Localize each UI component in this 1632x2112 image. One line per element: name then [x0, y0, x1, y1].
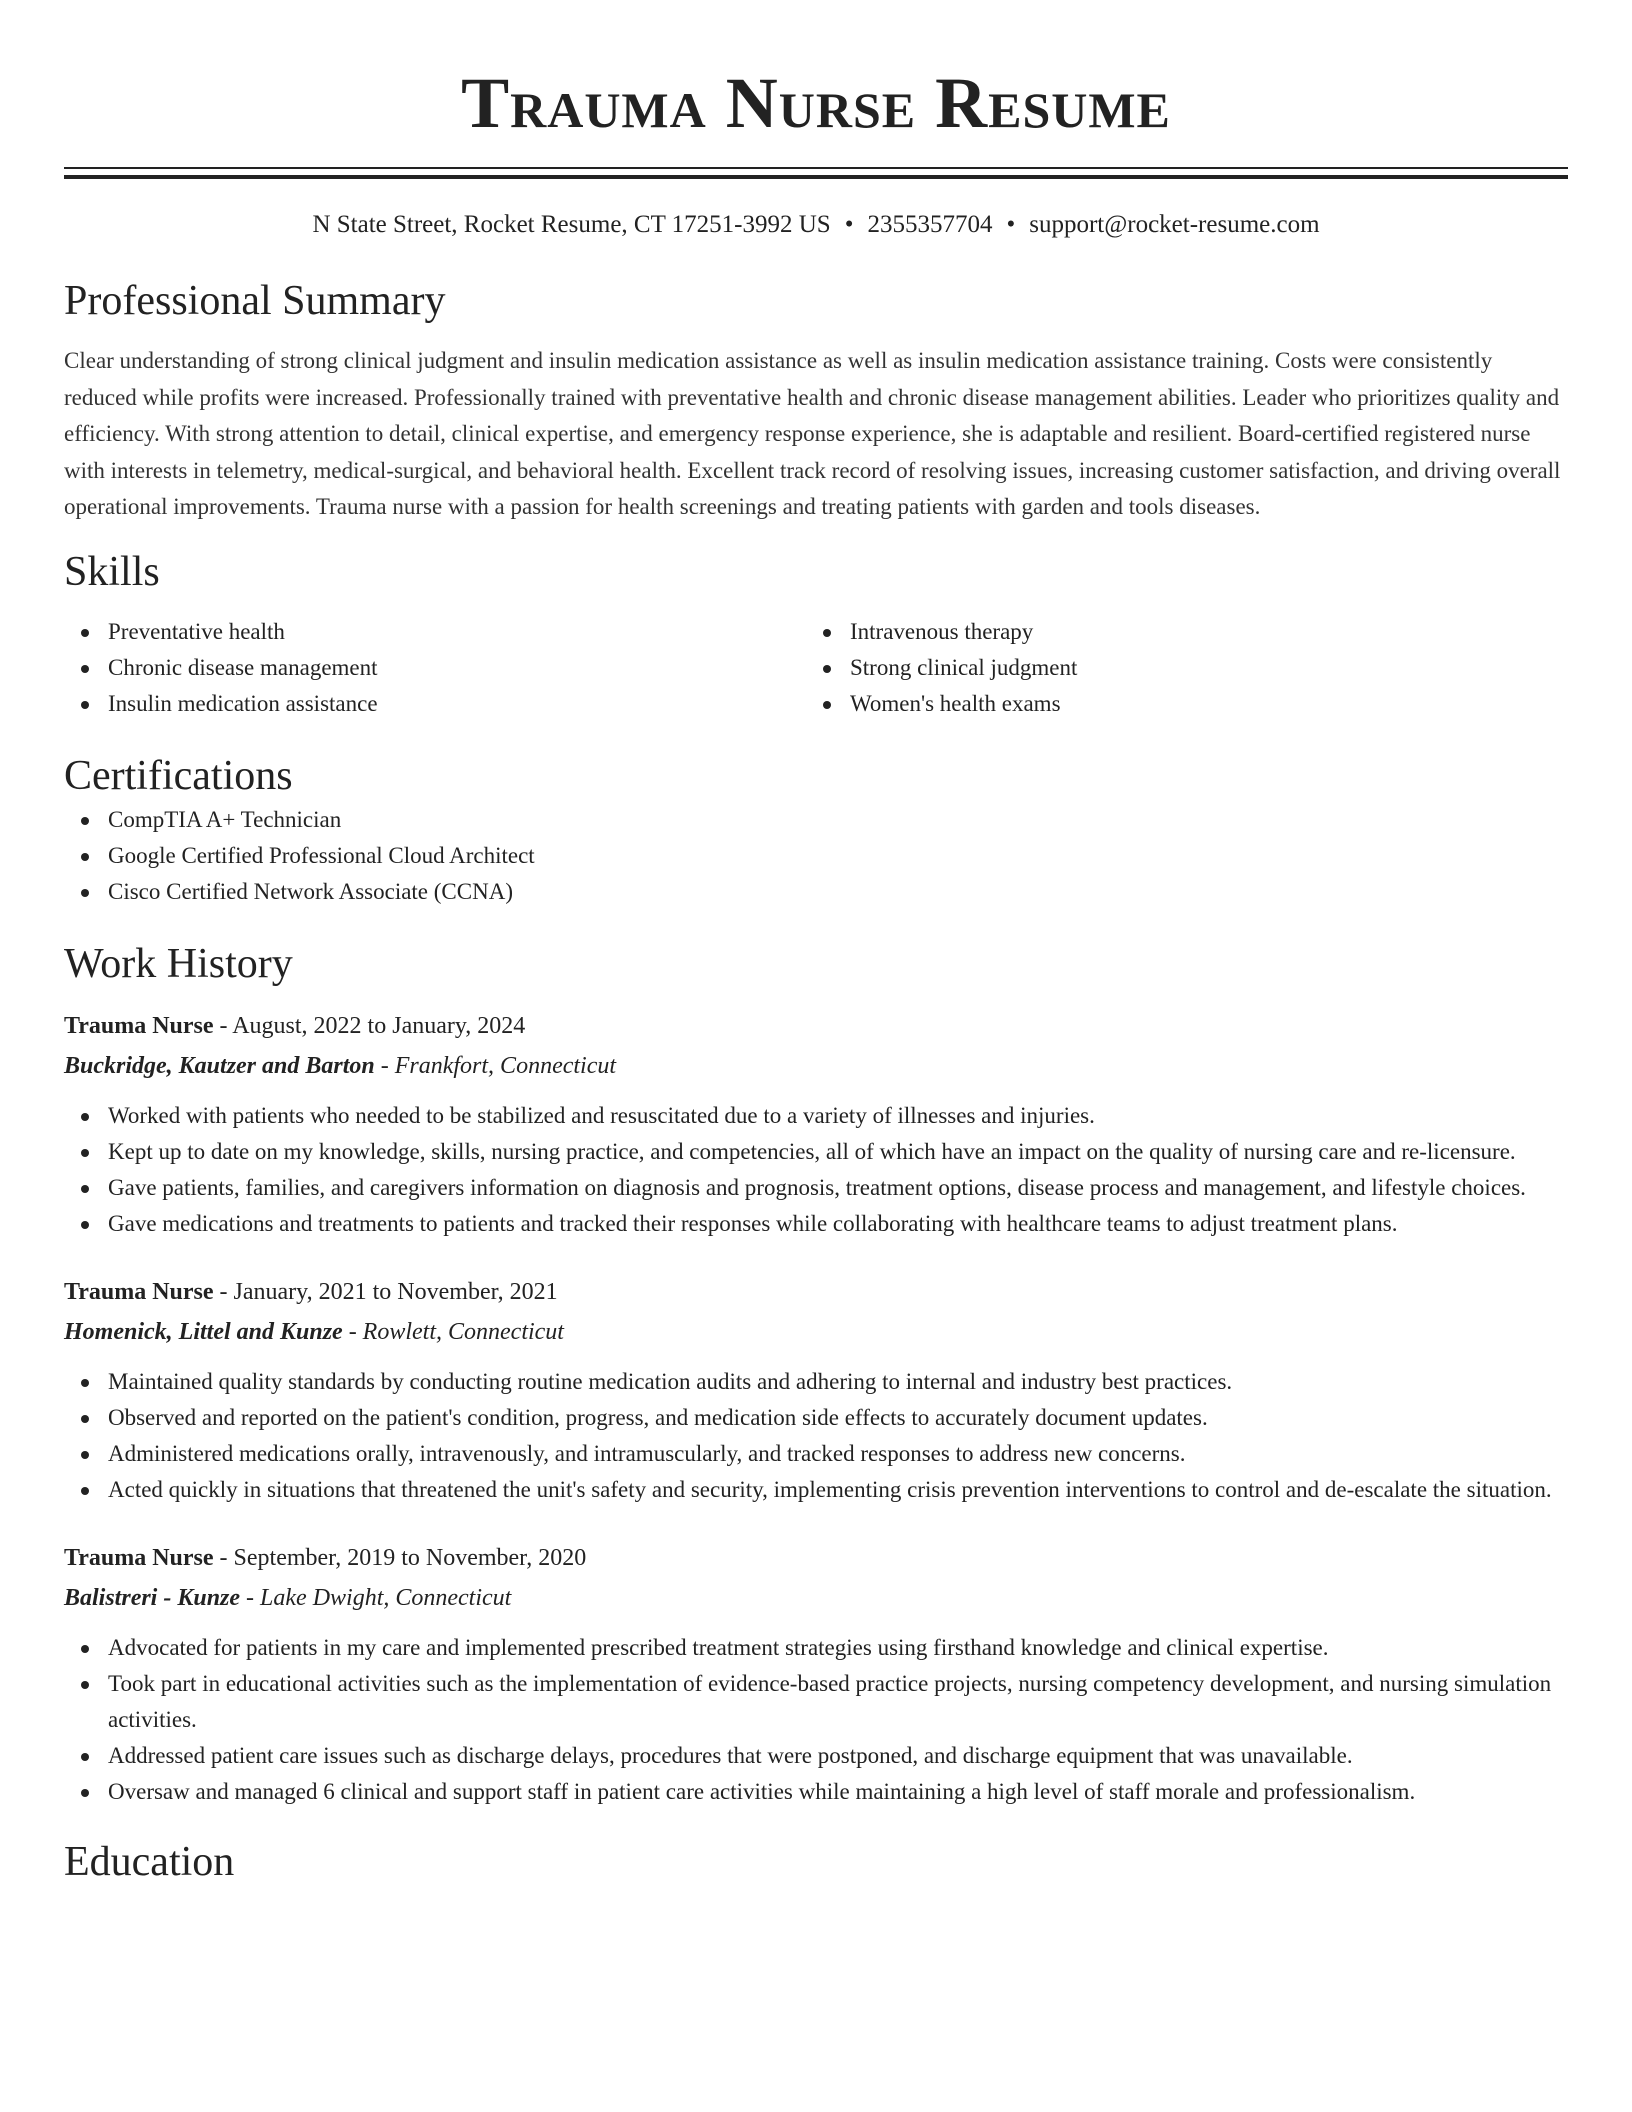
certifications-list [64, 802, 1568, 910]
work-history-section [64, 938, 1568, 1810]
job-bullet: Observed and reported on the patient's condition, progress, and medication side effects to accurately document updates. [64, 1400, 1568, 1436]
contact-address: N State Street, Rocket Resume, CT 17251-3992 US [312, 211, 831, 238]
title-rule-thin [64, 167, 1568, 169]
skills-right-list [806, 614, 1548, 722]
certification-item: Google Certified Professional Cloud Architect [64, 838, 1568, 874]
title-rule-thick [64, 175, 1568, 179]
skills-left-list [64, 614, 806, 722]
job-bullets [64, 1630, 1568, 1810]
skills-heading: Skills [64, 548, 160, 595]
job-dates: - January, 2021 to November, 2021 [213, 1278, 558, 1305]
summary-section [64, 275, 1568, 526]
job-location: - Rowlett, Connecticut [342, 1318, 564, 1345]
job-entry [64, 1538, 1568, 1810]
job-title: Trauma Nurse [64, 1278, 214, 1305]
contact-email[interactable]: support@rocket-resume.com [1029, 211, 1320, 238]
job-company: Balistreri - Kunze [64, 1584, 241, 1611]
skills-columns [64, 614, 1568, 722]
certification-item: Cisco Certified Network Associate (CCNA) [64, 874, 1568, 910]
job-company: Homenick, Littel and Kunze [64, 1318, 343, 1345]
resume-title: Trauma Nurse Resume [461, 63, 1171, 143]
job-bullet: Administered medications orally, intravenously, and intramuscularly, and tracked responses to address new concerns. [64, 1436, 1568, 1472]
job-bullet: Gave medications and treatments to patients and tracked their responses while collaborating with healthcare teams to adjust treatment plans. [64, 1206, 1568, 1242]
job-entry [64, 1006, 1568, 1242]
skills-right-column [806, 614, 1548, 722]
education-section [64, 1836, 1568, 1888]
skill-item: Preventative health [64, 614, 806, 650]
contact-separator: • [1006, 211, 1016, 238]
job-entry [64, 1272, 1568, 1508]
job-title-line [64, 1272, 1568, 1312]
certifications-section [64, 750, 1568, 910]
skills-left-column [64, 614, 806, 722]
contact-line [64, 209, 1568, 241]
job-bullet: Advocated for patients in my care and implemented prescribed treatment strategies using firsthand knowledge and clinical expertise. [64, 1630, 1568, 1666]
skill-item: Strong clinical judgment [806, 650, 1548, 686]
job-bullets [64, 1098, 1568, 1242]
job-dates: - August, 2022 to January, 2024 [213, 1012, 526, 1039]
job-title-line [64, 1006, 1568, 1046]
summary-text: Clear understanding of strong clinical judgment and insulin medication assistance as well as insulin medication assistance training. Costs were consistently reduced while profits were increased. Professionally trained with preventative health and chronic disease management abilities. Leader who prioritizes quality and efficiency. With strong attention to detail, clinical expertise, and emergency response experience, she is adaptable and resilient. Board-certified registered nurse with interests in telemetry, medical-surgical, and behavioral health. Excellent track record of resolving issues, increasing customer satisfaction, and driving overall operational improvements. Trauma nurse with a passion for health screenings and treating patients with garden and tools diseases. [64, 348, 1561, 519]
summary-heading: Professional Summary [64, 278, 446, 324]
job-title-line [64, 1538, 1568, 1578]
resume-page [64, 0, 1568, 1888]
job-bullet: Acted quickly in situations that threatened the unit's safety and security, implementing crisis prevention interventions to control and de-escalate the situation. [64, 1472, 1568, 1508]
skill-item: Intravenous therapy [806, 614, 1548, 650]
job-bullet: Addressed patient care issues such as discharge delays, procedures that were postponed, and discharge equipment that was unavailable. [64, 1738, 1568, 1774]
contact-phone: 2355357704 [867, 211, 993, 238]
job-company-line [64, 1578, 1568, 1618]
job-company-line [64, 1046, 1568, 1086]
skill-item: Women's health exams [806, 686, 1548, 722]
job-bullet: Oversaw and managed 6 clinical and support staff in patient care activities while maintaining a high level of staff morale and professionalism. [64, 1774, 1568, 1810]
contact-separator: • [844, 211, 854, 238]
certifications-heading: Certifications [64, 752, 293, 799]
job-bullet: Kept up to date on my knowledge, skills, nursing practice, and competencies, all of which have an impact on the quality of nursing care and re-licensure. [64, 1134, 1568, 1170]
work-history-heading: Work History [64, 940, 293, 987]
skill-item: Chronic disease management [64, 650, 806, 686]
job-bullets [64, 1364, 1568, 1508]
job-bullet: Took part in educational activities such as the implementation of evidence-based practice projects, nursing competency development, and nursing simulation activities. [64, 1666, 1568, 1738]
skills-section [64, 546, 1568, 722]
job-bullet: Maintained quality standards by conducting routine medication audits and adhering to internal and industry best practices. [64, 1364, 1568, 1400]
job-company: Buckridge, Kautzer and Barton [64, 1052, 375, 1079]
job-title: Trauma Nurse [64, 1012, 214, 1039]
job-location: - Lake Dwight, Connecticut [240, 1584, 512, 1611]
skill-item: Insulin medication assistance [64, 686, 806, 722]
education-heading: Education [64, 1838, 235, 1885]
certification-item: CompTIA A+ Technician [64, 802, 1568, 838]
job-bullet: Worked with patients who needed to be stabilized and resuscitated due to a variety of illnesses and injuries. [64, 1098, 1568, 1134]
job-location: - Frankfort, Connecticut [374, 1052, 617, 1079]
job-title: Trauma Nurse [64, 1544, 214, 1571]
job-dates: - September, 2019 to November, 2020 [213, 1544, 587, 1571]
job-bullet: Gave patients, families, and caregivers information on diagnosis and prognosis, treatment options, disease process and management, and lifestyle choices. [64, 1170, 1568, 1206]
job-company-line [64, 1312, 1568, 1352]
